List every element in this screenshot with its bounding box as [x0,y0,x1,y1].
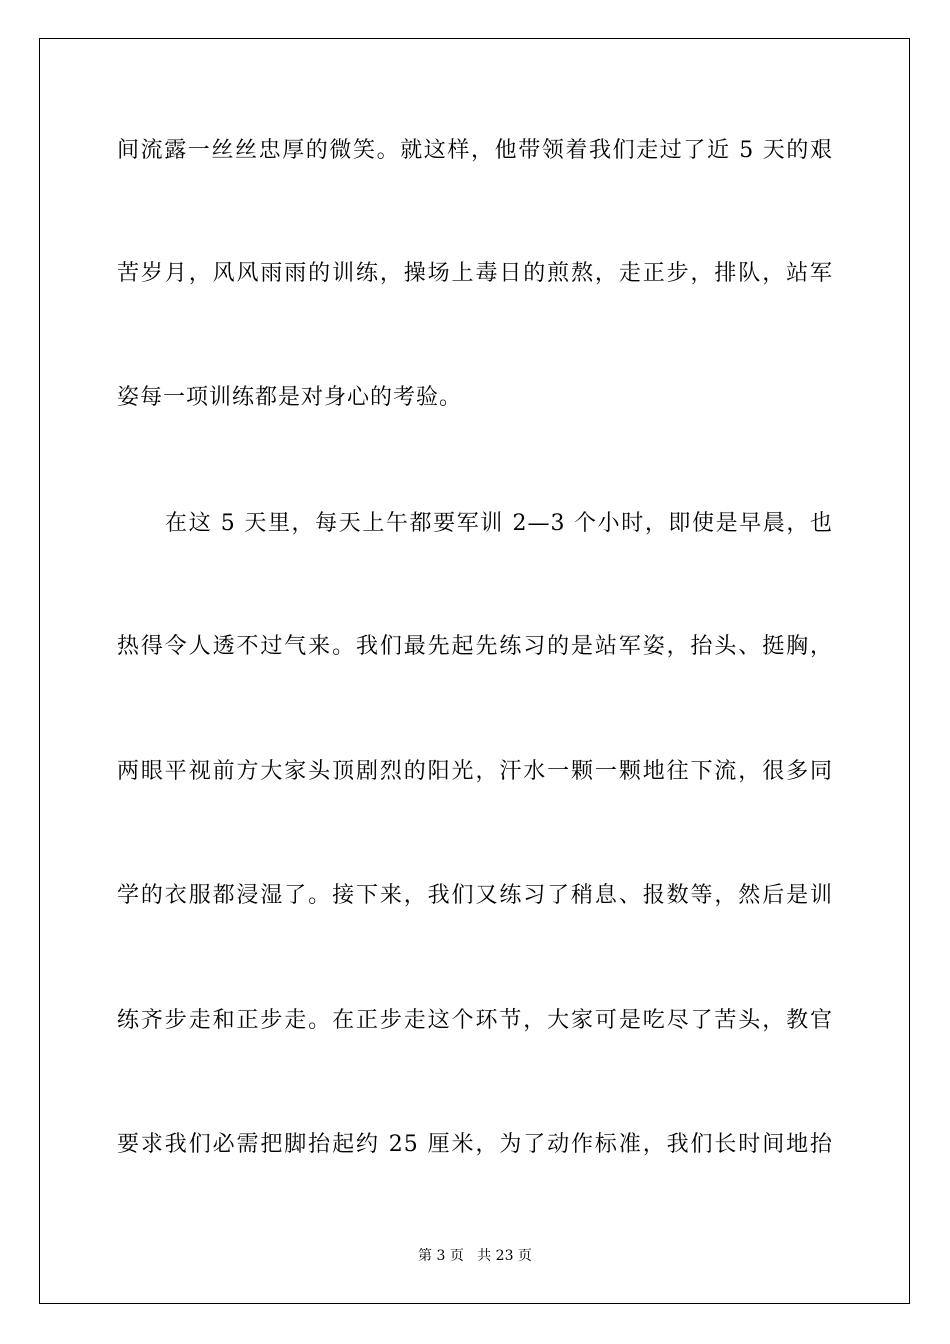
page-footer [0,1246,950,1266]
body-text-line: 两眼平视前方大家头顶剧烈的阳光，汗水一颗一颗地往下流，很多同 [117,759,833,784]
body-text-line: 练齐步走和正步走。在正步走这个环节，大家可是吃尽了苦头，教官 [117,1008,833,1033]
body-text-line: 姿每一项训练都是对身心的考验。 [117,385,463,410]
body-text-line: 间流露一丝丝忠厚的微笑。就这样，他带领着我们走过了近 5 天的艰 [117,138,833,163]
body-text-line: 在这 5 天里，每天上午都要军训 2—3 个小时，即使是早晨，也 [165,511,833,536]
page-total: 共 23 页 [477,1248,532,1264]
body-text-line: 学的衣服都浸湿了。接下来，我们又练习了稍息、报数等，然后是训 [117,883,833,908]
body-text-line: 苦岁月，风风雨雨的训练，操场上毒日的煎熬，走正步，排队，站军 [117,261,833,286]
body-text-line: 热得令人透不过气来。我们最先起先练习的是站军姿，抬头、挺胸， [117,634,833,659]
body-text-line: 要求我们必需把脚抬起约 25 厘米，为了动作标准，我们长时间地抬 [117,1132,833,1157]
page-number: 第 3 页 [418,1248,464,1264]
page-border [39,38,910,1304]
